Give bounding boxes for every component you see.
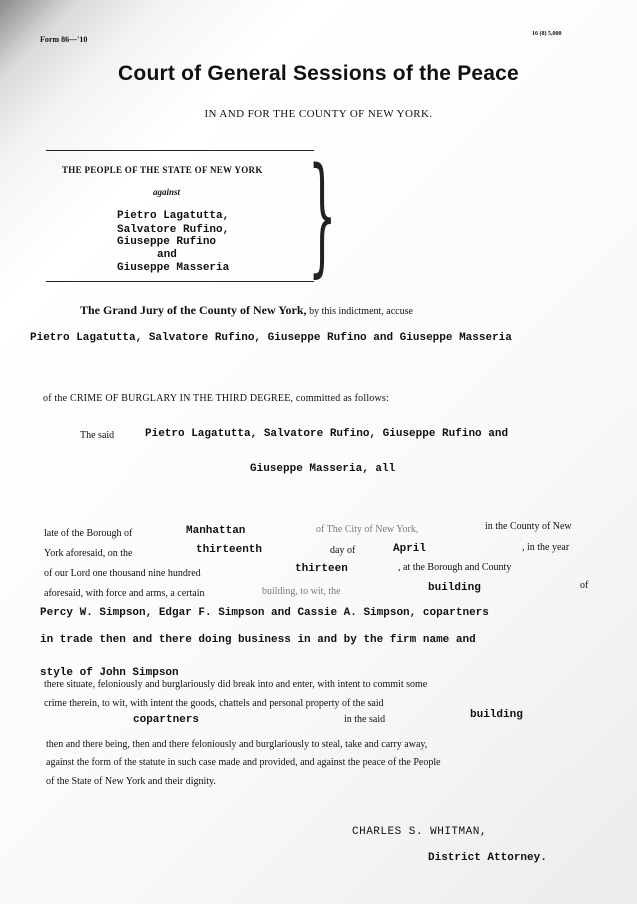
- owners-line-1: Percy W. Simpson, Edgar F. Simpson and Cassie A. Simpson, copartners: [40, 607, 489, 619]
- defendant-3: Giuseppe Rufino: [117, 236, 217, 248]
- body-l5: there situate, feloniously and burglariously did break into and enter, with intent to commit some: [44, 679, 428, 690]
- body-l7-mid: in the said: [344, 714, 386, 725]
- said-names-line-1: Pietro Lagatutta, Salvatore Rufino, Giuseppe Rufino and: [145, 428, 509, 440]
- defendant-1: Pietro Lagatutta,: [117, 210, 230, 222]
- body-l2c: , in the year: [522, 542, 570, 553]
- district-attorney-title: District Attorney.: [428, 852, 547, 864]
- said-label: The said: [80, 430, 115, 441]
- crime-name: BURGLARY IN THE THIRD DEGREE,: [121, 393, 294, 404]
- people-of-state: THE PEOPLE OF THE STATE OF NEW YORK: [62, 165, 263, 175]
- crime-suffix: committed as follows:: [295, 393, 389, 404]
- body-l1b: of The City of New York,: [316, 524, 419, 535]
- building-word-value: building: [470, 709, 523, 721]
- form-number: Form 86—'10: [40, 35, 88, 44]
- district-attorney-name: CHARLES S. WHITMAN,: [352, 826, 487, 838]
- grand-jury-statement: [80, 303, 413, 318]
- body-l2a: York aforesaid, on the: [44, 548, 133, 559]
- body-l2b: day of: [330, 545, 356, 556]
- body-l4a: aforesaid, with force and arms, a certain: [44, 588, 205, 599]
- defendant-and: and: [157, 249, 177, 261]
- body-l4b: building, to wit, the: [262, 586, 341, 597]
- county-line: IN AND FOR THE COUNTY OF NEW YORK.: [204, 108, 433, 120]
- body-l8: then and there being, then and there feloniously and burglariously to steal, take and carry away,: [46, 739, 428, 750]
- body-l1c: in the County of New: [485, 521, 572, 532]
- defendant-2: Salvatore Rufino,: [117, 224, 230, 236]
- body-l4c: of: [580, 580, 589, 591]
- print-code: 16 (8) 5,000: [532, 31, 562, 37]
- crime-line: [43, 393, 389, 404]
- body-l3b: , at the Borough and County: [398, 562, 512, 573]
- crime-prefix: of the CRIME OF: [43, 393, 119, 404]
- grand-jury-rest: by this indictment, accuse: [306, 306, 413, 317]
- body-l1a: late of the Borough of: [44, 528, 133, 539]
- borough-value: Manhattan: [186, 525, 246, 537]
- body-l6: crime therein, to wit, with intent the goods, chattels and personal property of the said: [44, 698, 384, 709]
- body-l10: of the State of New York and their dignity.: [46, 776, 216, 787]
- court-title: Court of General Sessions of the Peace: [118, 62, 519, 85]
- month-value: April: [393, 543, 427, 555]
- day-value: thirteenth: [196, 544, 263, 556]
- caption-brace: }: [308, 141, 337, 290]
- body-l3a: of our Lord one thousand nine hundred: [44, 568, 201, 579]
- body-l9: against the form of the statute in such case made and provided, and against the peace of the People: [46, 757, 441, 768]
- owners-line-2: in trade then and there doing business in and by the firm name and: [40, 634, 476, 646]
- owners-line-3: style of John Simpson: [40, 667, 179, 679]
- defendant-4: Giuseppe Masseria: [117, 262, 230, 274]
- accused-names: Pietro Lagatutta, Salvatore Rufino, Giuseppe Rufino and Giuseppe Masseria: [30, 332, 512, 344]
- grand-jury-title: The Grand Jury of the County of New York,: [80, 303, 307, 317]
- against-label: against: [153, 187, 181, 197]
- said-names-line-2: Giuseppe Masseria, all: [250, 463, 396, 475]
- owner-word-value: copartners: [133, 714, 200, 726]
- premises-value: building: [428, 582, 481, 594]
- year-value: thirteen: [295, 563, 348, 575]
